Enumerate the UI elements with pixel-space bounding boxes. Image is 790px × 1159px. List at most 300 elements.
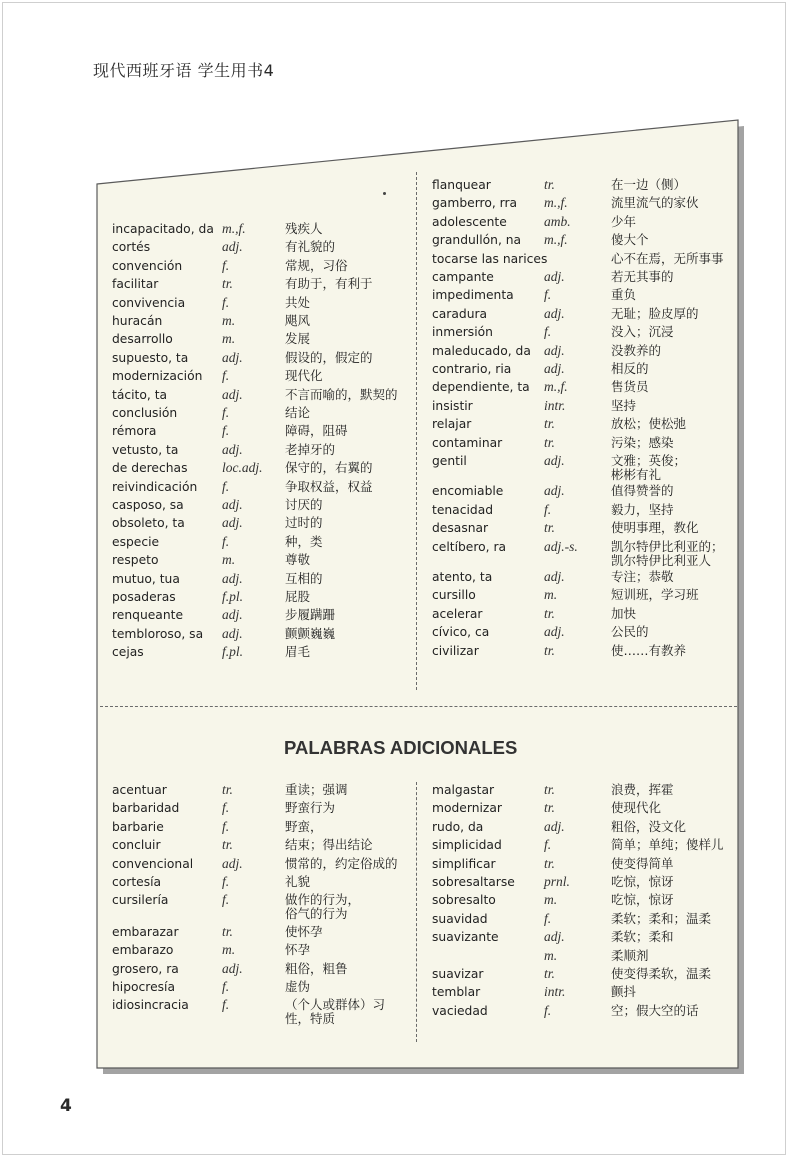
entry-grammar: f.: [222, 892, 230, 908]
entry-grammar: adj.: [222, 349, 243, 365]
entry-translation: 结论: [285, 405, 311, 420]
vocab-entry: [112, 836, 412, 854]
entry-translation: 颤颤巍巍: [285, 625, 336, 641]
vocab-entry: [432, 176, 732, 194]
entry-grammar: tr.: [544, 855, 555, 871]
entry-grammar: loc.adj.: [222, 460, 263, 476]
entry-word: mutuo, tua: [112, 571, 180, 586]
entry-grammar: intr.: [544, 984, 566, 1000]
entry-translation: 流里流气的家伙: [611, 195, 699, 211]
entry-grammar: adj.: [544, 818, 565, 834]
vocab-entry: [112, 220, 412, 238]
entry-translation: 讨厌的: [285, 497, 323, 512]
vocab-entry: [112, 496, 412, 514]
vocab-entry: [432, 268, 732, 286]
entry-grammar: m.: [222, 942, 236, 958]
vocab-entry: [112, 606, 412, 624]
entry-grammar: f.: [222, 478, 230, 494]
column-divider-top: [416, 172, 417, 690]
entry-word: barbarie: [112, 819, 164, 834]
entry-translation: 现代化: [285, 368, 323, 384]
entry-word: temblar: [432, 985, 481, 1000]
entry-translation: 坚持: [611, 397, 637, 413]
vocab-entry: [432, 305, 732, 323]
entry-word: malgastar: [432, 783, 495, 797]
entry-word: rudo, da: [432, 819, 484, 834]
entry-word: simplificar: [432, 856, 496, 871]
vocab-entry: [432, 250, 732, 268]
entry-word: impedimenta: [432, 288, 514, 303]
entry-grammar: adj.: [222, 441, 243, 457]
entry-grammar: adj.: [222, 239, 243, 255]
entry-word: incapacitado, da: [112, 222, 214, 236]
entry-translation-cont: 彬彬有礼: [611, 467, 662, 482]
entry-word: grandullón, na: [432, 233, 522, 248]
entry-translation: 柔软；柔和: [611, 929, 674, 945]
vocab-entry: [112, 799, 412, 817]
entry-word: vaciedad: [432, 1003, 488, 1018]
vocab-entry: [432, 642, 732, 660]
vocab-entry: [432, 434, 732, 452]
entry-translation: 柔软；柔和；温柔: [611, 910, 712, 926]
entry-word: facilitar: [112, 277, 159, 292]
entry-grammar: adj.: [544, 361, 565, 376]
vocab-entry: [112, 422, 412, 440]
vocab-entry: [112, 478, 412, 496]
entry-translation: 惯常的，约定俗成的: [285, 855, 398, 871]
vocab-entry: [432, 873, 732, 891]
entry-word: dependiente, ta: [432, 380, 530, 395]
entry-word: modernizar: [432, 801, 502, 816]
vocab-entry: [112, 312, 412, 330]
entry-translation: 过时的: [285, 515, 323, 531]
entry-grammar: adj.: [222, 386, 243, 402]
entry-word: cursilería: [112, 893, 169, 908]
entry-translation: 老掉牙的: [285, 441, 336, 457]
entry-translation: 颤抖: [611, 984, 637, 1000]
entry-word: vetusto, ta: [112, 442, 179, 457]
entry-grammar: f.pl.: [222, 589, 244, 604]
entry-word: conclusión: [112, 406, 178, 420]
entry-word: simplicidad: [432, 838, 502, 853]
entry-translation: 值得赞誉的: [611, 483, 674, 499]
entry-word: tembloroso, sa: [112, 626, 204, 641]
vocab-entry: [432, 286, 732, 304]
vocab-entry: [112, 367, 412, 385]
entry-translation: 有助于，有利于: [285, 276, 373, 292]
entry-translation: 怀孕: [285, 942, 311, 958]
entry-grammar: tr.: [544, 966, 555, 981]
vocab-entry: [432, 799, 732, 817]
entry-grammar: tr.: [544, 800, 555, 816]
entry-word: cortés: [112, 240, 151, 255]
entry-word: encomiable: [432, 484, 504, 499]
entry-word: respeto: [112, 553, 159, 568]
entry-word: barbaridad: [112, 801, 180, 816]
entry-translation: 有礼貌的: [285, 239, 336, 255]
entry-word: relajar: [432, 417, 472, 432]
entry-translation: 专注；恭敬: [611, 569, 674, 584]
entry-grammar: tr.: [544, 642, 555, 658]
entry-word: embarazar: [112, 924, 179, 939]
entry-word: flanquear: [432, 178, 491, 192]
vocab-entry: [432, 818, 732, 836]
section-divider: [100, 706, 737, 707]
entry-word: cívico, ca: [432, 625, 490, 640]
entry-grammar: f.: [222, 800, 230, 816]
entry-translation: 粗俗，粗鲁: [285, 960, 348, 976]
entry-grammar: m.: [544, 892, 558, 908]
entry-grammar: adj.: [222, 497, 243, 512]
vocab-entry: [112, 818, 412, 836]
vocab-entry: [432, 965, 732, 983]
entry-word: civilizar: [432, 643, 479, 658]
vocab-entry: [112, 294, 412, 312]
vocab-entry: [112, 386, 412, 404]
entry-word: concluir: [112, 838, 161, 853]
entry-grammar: adj.: [222, 855, 243, 871]
vocab-entry: [432, 397, 732, 415]
vocab-entry: [112, 941, 412, 959]
entry-word: atento, ta: [432, 570, 493, 584]
entry-word: suavizante: [432, 930, 499, 945]
entry-grammar: m.,f.: [544, 379, 568, 395]
vocab-entry: [432, 452, 732, 482]
entry-translation: 在一边（侧）: [611, 177, 687, 192]
entry-translation-cont: 俗气的行为: [285, 906, 348, 922]
entry-grammar: adj.: [222, 607, 243, 623]
entry-translation: 使怀孕: [285, 923, 323, 939]
entry-word: acentuar: [112, 783, 167, 797]
entry-word: tácito, ta: [112, 387, 168, 402]
entry-grammar: adj.: [544, 453, 565, 468]
entry-grammar: f.: [544, 324, 552, 340]
entry-grammar: f.: [222, 997, 230, 1013]
section-title: PALABRAS ADICIONALES: [284, 737, 518, 758]
entry-grammar: m.,f.: [544, 195, 568, 211]
vocab-entry: [432, 360, 732, 378]
vocab-entry: [112, 855, 412, 873]
entry-word: reivindicación: [112, 479, 198, 494]
entry-grammar: f.: [222, 533, 230, 549]
entry-grammar: adj.: [222, 570, 243, 586]
vocab-entry: [432, 378, 732, 396]
entry-translation: 心不在焉，无所事事: [611, 250, 724, 266]
entry-grammar: f.: [222, 818, 230, 834]
vocab-entry: [432, 323, 732, 341]
entry-translation: 没教养的: [611, 342, 662, 358]
entry-translation: 放松；使松弛: [611, 416, 687, 432]
entry-grammar: f.: [544, 910, 552, 926]
entry-grammar: f.pl.: [222, 644, 244, 660]
entry-word: sobresaltarse: [432, 875, 515, 889]
entry-grammar: adj.: [544, 269, 565, 284]
entry-grammar: f.: [222, 257, 230, 273]
entry-translation: 虚伪: [285, 979, 311, 994]
entry-grammar: f.: [222, 294, 230, 310]
vocab-entry: [432, 836, 732, 854]
entry-translation: 傻大个: [611, 232, 649, 248]
entry-grammar: m.,f.: [544, 232, 568, 248]
entry-translation: 重负: [611, 287, 637, 303]
entry-grammar: f.: [222, 368, 230, 384]
vocab-entry: [432, 910, 732, 928]
entry-translation: 眉毛: [285, 644, 311, 660]
entry-word: huracán: [112, 314, 163, 328]
vocab-entry: [112, 533, 412, 551]
entry-translation: 种，类: [285, 533, 323, 549]
entry-grammar: prnl.: [544, 874, 570, 889]
entry-grammar: m.: [544, 587, 558, 603]
entry-word: insistir: [432, 398, 473, 413]
entry-translation: 互相的: [285, 570, 323, 586]
vocab-entry: [112, 891, 412, 922]
entry-translation: 吃惊，惊讶: [611, 892, 674, 908]
vocab-entry: [432, 928, 732, 946]
entry-word: celtíbero, ra: [432, 539, 507, 554]
vocab-entry: [432, 231, 732, 249]
entry-translation: 假设的，假定的: [285, 349, 373, 365]
entry-grammar: m.: [222, 331, 236, 347]
vocab-entry: [112, 257, 412, 275]
entry-translation: 野蛮，: [285, 818, 323, 834]
entry-grammar: adj.: [544, 342, 565, 358]
entry-translation: 短训班，学习班: [611, 587, 699, 603]
entry-translation: 常规，习俗: [285, 257, 348, 273]
entry-translation: 使变得柔软，温柔: [611, 966, 712, 981]
entry-word: especie: [112, 534, 160, 549]
entry-grammar: tr.: [544, 782, 555, 797]
entry-word: gentil: [432, 454, 467, 468]
entry-word: caradura: [432, 306, 488, 321]
vocab-entry: [112, 441, 412, 459]
entry-translation: 公民的: [611, 624, 649, 640]
entry-word: gamberro, rra: [432, 196, 518, 211]
vocab-entry: [432, 983, 732, 1001]
entry-translation: 使现代化: [611, 800, 662, 816]
entry-word: adolescente: [432, 214, 507, 229]
vocab-entry: [432, 482, 732, 500]
entry-word: suavidad: [432, 911, 488, 926]
vocab-entry: [432, 538, 732, 568]
entry-word: desasnar: [432, 521, 489, 536]
entry-grammar: tr.: [544, 605, 555, 621]
entry-translation: 障碍，阻碍: [285, 423, 348, 439]
entry-word: inmersión: [432, 325, 493, 340]
entry-translation: 文雅；英俊；: [611, 453, 687, 468]
entry-grammar: adj.: [544, 305, 565, 321]
vocab-entry: [112, 404, 412, 422]
entry-grammar: m.: [222, 313, 236, 328]
stray-dot: [383, 192, 386, 195]
vocab-entry: [112, 514, 412, 532]
entry-grammar: m.: [222, 552, 236, 568]
entry-word: de derechas: [112, 461, 188, 476]
entry-word: maleducado, da: [432, 343, 531, 358]
entry-word: casposo, sa: [112, 498, 184, 512]
entry-translation: 简单；单纯；傻样儿: [611, 837, 724, 853]
entry-word: cortesía: [112, 875, 162, 889]
vocab-entry: [112, 275, 412, 293]
entry-translation: 步履蹒跚: [285, 607, 336, 623]
entry-word: supuesto, ta: [112, 350, 189, 365]
entry-word: renqueante: [112, 608, 184, 623]
entry-translation: 少年: [611, 213, 637, 229]
entry-grammar: f.: [544, 837, 552, 853]
vocab-entry: [432, 781, 732, 799]
entry-word: rémora: [112, 424, 157, 439]
entry-grammar: m.,f.: [222, 221, 246, 236]
entry-word: embarazo: [112, 943, 174, 958]
entry-grammar: tr.: [544, 434, 555, 450]
entry-word: cursillo: [432, 588, 476, 603]
entry-grammar: f.: [222, 405, 230, 420]
entry-grammar: adj.-s.: [544, 538, 578, 554]
vocab-entry: [432, 623, 732, 641]
entry-translation: 空；假大空的话: [611, 1002, 699, 1018]
entry-translation: 污染；感染: [611, 434, 674, 450]
entry-translation: 吃惊，惊讶: [611, 874, 674, 889]
entry-translation: 售货员: [611, 379, 649, 395]
vocab-entry: [432, 519, 732, 537]
vocab-entry: [112, 781, 412, 799]
entry-word: tenacidad: [432, 502, 494, 517]
entry-word: contrario, ria: [432, 362, 512, 376]
entry-translation: 使变得简单: [611, 855, 674, 871]
entry-word: cejas: [112, 645, 144, 660]
entry-translation: 无耻；脸皮厚的: [611, 305, 699, 321]
entry-grammar: f.: [222, 423, 230, 439]
entry-translation: 争取权益，权益: [285, 478, 373, 494]
vocab-entry: [432, 1002, 732, 1020]
entry-translation: 礼貌: [285, 874, 311, 889]
entry-word: acelerar: [432, 606, 483, 621]
entry-grammar: tr.: [544, 416, 555, 432]
vocab-entry: [112, 996, 412, 1027]
vocab-entry: [432, 605, 732, 623]
vocab-entry: [112, 923, 412, 941]
vocab-entry: [112, 960, 412, 978]
entry-translation: 浪费，挥霍: [611, 782, 674, 797]
entry-translation: 保守的，右翼的: [285, 460, 373, 476]
vocab-entry: [112, 625, 412, 643]
entry-grammar: f.: [544, 501, 552, 517]
entry-translation: 尊敬: [285, 552, 311, 568]
entry-grammar: tr.: [222, 923, 233, 939]
entry-grammar: adj.: [544, 624, 565, 640]
vocab-entry: [432, 194, 732, 212]
entry-grammar: m.: [544, 947, 558, 963]
entry-word: idiosincracia: [112, 998, 189, 1013]
entry-translation: 不言而喻的，默契的: [285, 386, 398, 402]
entry-word: campante: [432, 270, 494, 284]
running-header: 现代西班牙语 学生用书4: [93, 61, 275, 80]
entry-word: tocarse las narices: [432, 251, 548, 266]
vocab-entry: [432, 947, 732, 965]
vocab-entry: [112, 588, 412, 606]
entry-grammar: adj.: [544, 929, 565, 945]
entry-grammar: tr.: [222, 782, 233, 797]
entry-grammar: f.: [544, 1002, 552, 1018]
vocab-entry: [112, 978, 412, 996]
vocab-entry: [432, 586, 732, 604]
entry-word: hipocresía: [112, 980, 176, 994]
vocab-entry: [112, 551, 412, 569]
entry-grammar: f.: [222, 979, 230, 994]
page-number: 4: [60, 1096, 72, 1116]
entry-word: convención: [112, 258, 183, 273]
entry-translation: 重读；强调: [285, 782, 348, 797]
vocab-entry: [432, 342, 732, 360]
entry-translation: 发展: [285, 331, 311, 347]
vocab-entry: [112, 570, 412, 588]
entry-translation: 使明事理，教化: [611, 520, 699, 536]
vocab-entry: [432, 415, 732, 433]
entry-word: convencional: [112, 856, 194, 871]
entry-word: sobresalto: [432, 893, 496, 908]
entry-translation: 野蛮行为: [285, 800, 336, 816]
entry-word: posaderas: [112, 590, 176, 604]
entry-grammar: tr.: [544, 520, 555, 536]
entry-translation: 柔顺剂: [611, 947, 649, 963]
vocab-entry: [432, 568, 732, 586]
entry-translation-cont: 凯尔特伊比利亚人: [611, 552, 712, 568]
entry-translation: 若无其事的: [611, 269, 674, 284]
entry-grammar: adj.: [222, 515, 243, 531]
entry-word: obsoleto, ta: [112, 516, 185, 531]
vocab-entry: [112, 238, 412, 256]
vocab-entry: [432, 501, 732, 519]
entry-translation: 没入；沉浸: [611, 324, 674, 340]
entry-grammar: adj.: [222, 625, 243, 641]
entry-translation: 粗俗，没文化: [611, 818, 687, 834]
entry-grammar: adj.: [544, 483, 565, 499]
entry-translation: （个人或群体）习: [285, 997, 386, 1013]
entry-grammar: tr.: [222, 837, 233, 853]
entry-translation: 共处: [285, 294, 311, 310]
entry-grammar: f.: [222, 874, 230, 889]
entry-grammar: adj.: [544, 569, 565, 584]
entry-translation-cont: 性，特质: [285, 1011, 336, 1027]
entry-translation: 做作的行为，: [285, 892, 361, 908]
entry-grammar: adj.: [222, 960, 243, 976]
entry-translation: 相反的: [611, 361, 649, 376]
vocab-entry: [112, 349, 412, 367]
vocab-entry: [112, 643, 412, 661]
vocab-entry: [112, 873, 412, 891]
vocab-entry: [432, 213, 732, 231]
entry-grammar: f.: [544, 287, 552, 303]
entry-translation: 使……有教养: [611, 642, 687, 658]
entry-grammar: amb.: [544, 213, 571, 229]
entry-word: suavizar: [432, 967, 484, 981]
entry-translation: 毅力，坚持: [611, 501, 674, 517]
entry-word: modernización: [112, 369, 203, 384]
entry-grammar: intr.: [544, 397, 566, 413]
vocab-entry: [112, 459, 412, 477]
entry-translation: 结束；得出结论: [285, 837, 373, 853]
entry-translation: 残疾人: [285, 221, 323, 236]
entry-word: convivencia: [112, 295, 186, 310]
entry-translation: 屁股: [285, 589, 311, 604]
entry-word: grosero, ra: [112, 961, 179, 976]
entry-translation: 加快: [611, 605, 637, 621]
entry-word: contaminar: [432, 435, 503, 450]
entry-word: desarrollo: [112, 332, 173, 347]
vocab-entry: [432, 891, 732, 909]
entry-grammar: tr.: [222, 276, 233, 292]
vocab-entry: [112, 330, 412, 348]
